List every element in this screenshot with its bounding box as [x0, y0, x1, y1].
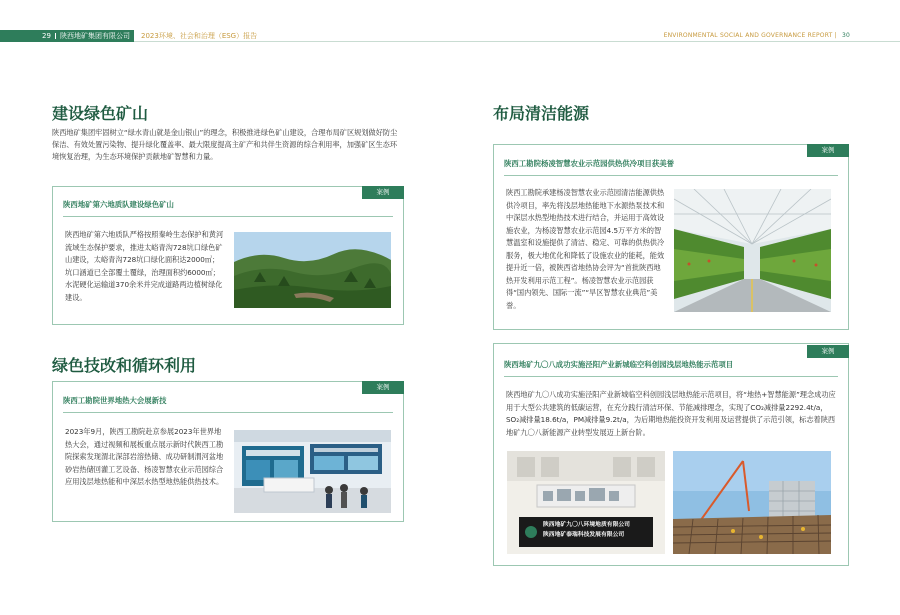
case-badge: 案例	[807, 144, 849, 157]
case-card-jingyang	[493, 343, 849, 566]
project-sign-photo	[507, 451, 665, 554]
right-page-number: 30	[841, 32, 850, 39]
case-text: 2023年9月，陕西工勘院赴京参展2023年世界地热大会，通过视频和展板重点展示新时代陕西工勘院探索发现渭北深部岩溶热储、成功研制渭河盆地砂岩热储回灌工艺设备、杨凌智慧农业示范园综合应用浅层地热能和中深层水热型地热能供热技术。	[65, 427, 224, 486]
case-title: 陕西工勘院世界地热大会展新技	[63, 396, 167, 405]
left-page-number: 29	[42, 32, 51, 40]
header-right	[664, 30, 850, 42]
running-title: ENVIRONMENTAL SOCIAL AND GOVERNANCE REPORT	[663, 32, 833, 39]
report-title: 2023环境、社会和治理（ESG）报告	[141, 32, 258, 40]
case-card-green-mine	[52, 186, 404, 325]
case-text: 陕西地矿九〇八成功实施泾阳产业新城临空科创园浅层地热能示范项目，将“地热+智慧能源”理念成功应用于大型公共建筑的低碳运营，在充分践行清洁环保、节能减排理念，实现了CO₂减排量2292.4t/a，SO₂减排量18.6t/a，PM减排量9.2t/a，为后期地热能投资开发利用及运营提供了示范引领，标志着陕西地矿九〇八新能源产业转型发展迈上新台阶。	[506, 390, 836, 437]
card-divider	[504, 376, 838, 377]
mine-landscape-photo	[234, 232, 391, 308]
case-text: 陕西工勘院承建杨凌智慧农业示范园清洁能源供热供冷项目，率先将浅层地热能地下水源热泵技术和中深层水热型地热技术进行结合，并运用于高效设施农业，为杨凌智慧农业示范园4.5万平方米的智慧温室和设施提供了清洁、稳定、可靠的供热供冷服务，极大地优化和降低了设施农业的能耗，能效提升近一倍，被陕西省地热协会评为“首批陕西地热开发利用示范工程”。杨凌智慧农业示范园获得“国内领先、国际一流”“旱区智慧农业典范”美誉。	[506, 188, 665, 310]
header-rule-left	[134, 41, 450, 42]
case-badge: 案例	[362, 186, 404, 199]
section-title-green-mine: 建设绿色矿山	[52, 104, 149, 123]
header-left-band	[0, 30, 134, 42]
sign-line-2: 陕西地矿泰瑞科技发展有限公司	[543, 532, 625, 538]
card-divider	[63, 412, 393, 413]
expo-booth-photo	[234, 430, 391, 513]
section-title-clean-energy: 布局清洁能源	[493, 104, 590, 123]
section-intro-green-mine: 陕西地矿集团牢固树立“绿水青山就是金山银山”的理念，积极推进绿色矿山建设，合理布局矿区规划做好防尘保洁、有效处置污染物、提升绿化覆盖率、最大限度提高主矿产和共伴生资源的综合利用率，加强矿区生态环境恢复治理，为生态环境保护贡献地矿智慧和力量。	[52, 128, 398, 161]
pipe: |	[832, 32, 839, 39]
case-title: 陕西地矿九〇八成功实施泾阳产业新城临空科创园浅层地热能示范项目	[504, 360, 734, 369]
card-divider	[504, 175, 838, 176]
case-title: 陕西地矿第六地质队建设绿色矿山	[63, 200, 174, 209]
greenhouse-photo	[674, 189, 831, 312]
case-title: 陕西工勘院杨凌智慧农业示范园供热供冷项目获美誉	[504, 159, 674, 168]
sign-line-1: 陕西地矿九〇八环境地质有限公司	[543, 522, 630, 528]
case-badge: 案例	[362, 381, 404, 394]
case-card-yangling	[493, 144, 849, 330]
card-divider	[63, 216, 393, 217]
case-card-geothermal-expo	[52, 381, 404, 522]
header-divider	[55, 33, 56, 39]
case-text: 陕西地矿第六地质队严格按照秦岭生态保护和黄河流域生态保护要求，推进太峪青沟728坑口绿色矿山建设，太峪青沟728坑口绿化面积达2000㎡；坑口涵道已全部覆土覆绿，治理面积约6000㎡；水泥硬化运输道370余米并完成道路两边植树绿化建设。	[65, 230, 224, 302]
section-title-green-tech: 绿色技改和循环利用	[52, 356, 197, 375]
construction-site-photo	[673, 451, 831, 554]
case-badge: 案例	[807, 345, 849, 358]
company-name: 陕西地矿集团有限公司	[60, 32, 130, 40]
